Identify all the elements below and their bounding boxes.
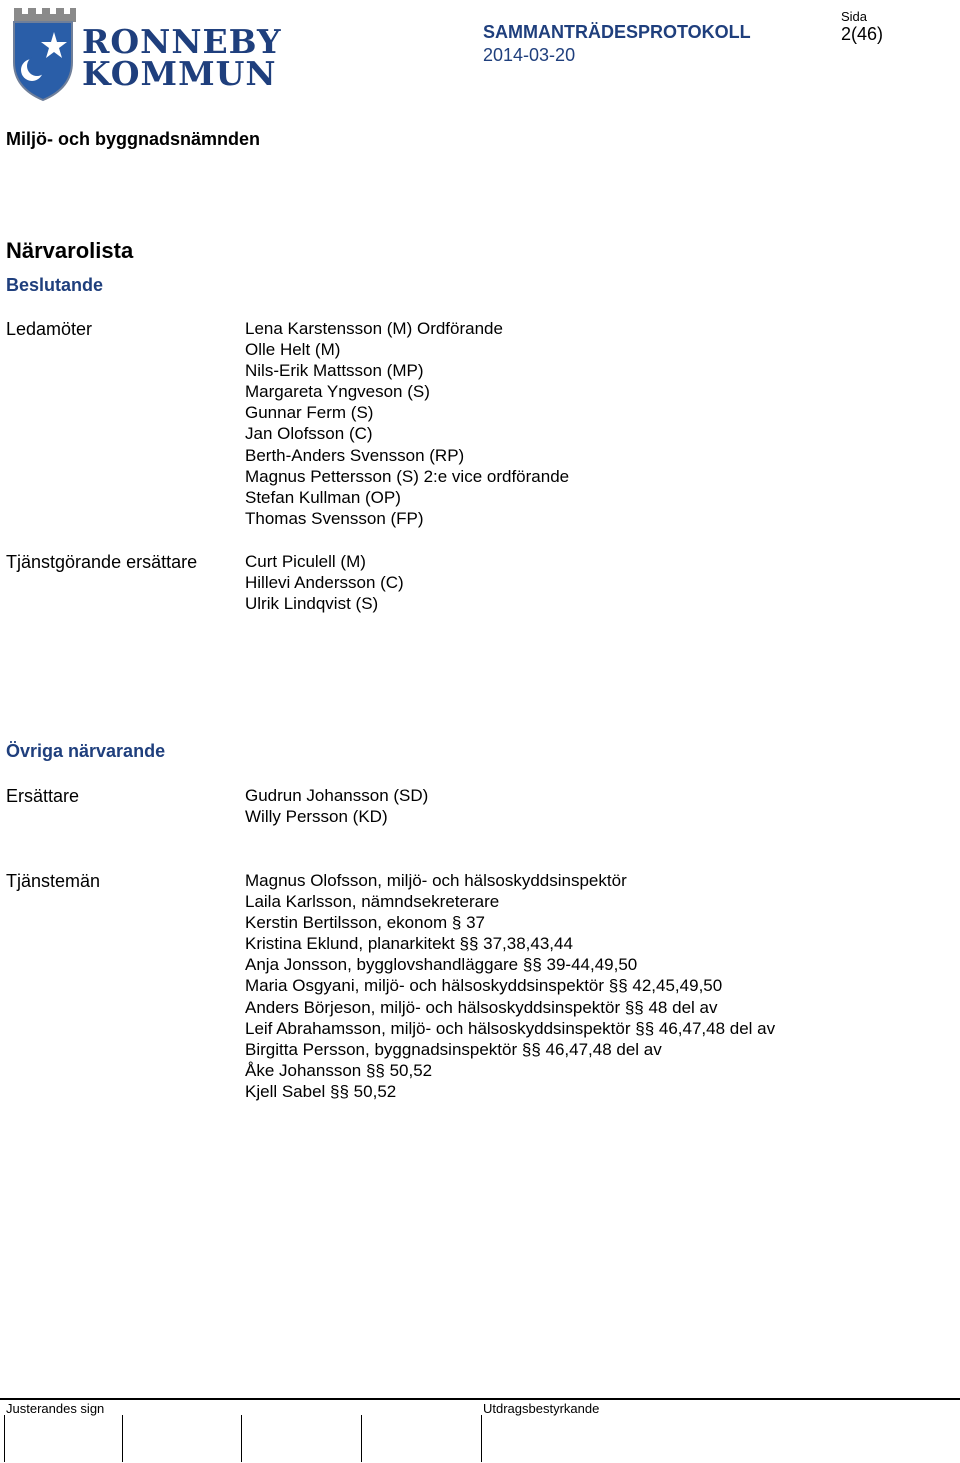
footer-divider	[0, 1398, 960, 1400]
others-present-heading: Övriga närvarande	[6, 741, 166, 761]
ronneby-kommun-logo	[10, 4, 282, 104]
members-list	[245, 318, 569, 529]
list-item: Anja Jonsson, bygglovshandläggare §§ 39-44,49,50	[245, 955, 638, 975]
signature-box-divider	[361, 1415, 362, 1462]
members-label: Ledamöter	[6, 319, 93, 339]
signature-box-divider	[122, 1415, 123, 1462]
attendance-heading: Närvarolista	[6, 238, 134, 263]
list-item: Willy Persson (KD)	[245, 807, 388, 827]
page-number: 2(46)	[841, 24, 884, 44]
list-item: Lena Karstensson (M) Ordförande	[245, 319, 503, 338]
municipality-crest-icon	[10, 4, 76, 102]
list-item: Leif Abrahamsson, miljö- och hälsoskyddsinspektör §§ 46,47,48 del av	[245, 1018, 776, 1038]
committee-name: Miljö- och byggnadsnämnden	[6, 129, 261, 149]
list-item: Magnus Olofsson, miljö- och hälsoskyddsinspektör	[245, 871, 627, 890]
list-item: Nils-Erik Mattsson (MP)	[245, 361, 424, 381]
list-item: Kjell Sabel §§ 50,52	[245, 1081, 397, 1101]
list-item: Thomas Svensson (FP)	[245, 508, 424, 528]
logo-wordmark	[82, 22, 282, 93]
officials-label: Tjänstemän	[6, 871, 101, 891]
list-item: Anders Börjeson, miljö- och hälsoskyddsinspektör §§ 48 del av	[245, 997, 718, 1017]
substitutes-label: Ersättare	[6, 786, 80, 806]
serving-substitutes-label: Tjänstgörande ersättare	[6, 552, 198, 572]
signature-box-divider	[4, 1415, 5, 1462]
list-item: Margareta Yngveson (S)	[245, 382, 430, 402]
list-item: Maria Osgyani, miljö- och hälsoskyddsinspektör §§ 42,45,49,50	[245, 976, 723, 996]
list-item: Ulrik Lindqvist (S)	[245, 594, 379, 614]
decision-makers-heading: Beslutande	[6, 275, 104, 295]
list-item: Jan Olofsson (C)	[245, 424, 373, 444]
logo-text-line1: RONNEBY	[82, 22, 282, 61]
list-item: Åke Johansson §§ 50,52	[245, 1060, 433, 1080]
substitutes-list	[245, 785, 428, 827]
officials-list	[245, 870, 775, 1102]
list-item: Kristina Eklund, planarkitekt §§ 37,38,43,44	[245, 934, 573, 954]
signature-box-divider	[481, 1415, 482, 1462]
list-item: Magnus Pettersson (S) 2:e vice ordförande	[245, 466, 570, 486]
serving-substitutes-list	[245, 551, 404, 614]
list-item: Gunnar Ferm (S)	[245, 403, 374, 423]
certification-label: Utdragsbestyrkande	[483, 1401, 600, 1416]
signature-label: Justerandes sign	[6, 1401, 105, 1416]
logo-text-line2: KOMMUN	[82, 54, 277, 93]
list-item: Laila Karlsson, nämndsekreterare	[245, 892, 500, 912]
list-item: Curt Piculell (M)	[245, 552, 366, 571]
page-label: Sida	[841, 9, 868, 24]
list-item: Berth-Anders Svensson (RP)	[245, 445, 465, 465]
list-item: Birgitta Persson, byggnadsinspektör §§ 46,47,48 del av	[245, 1039, 662, 1059]
document-type: SAMMANTRÄDESPROTOKOLL	[483, 22, 751, 42]
list-item: Gudrun Johansson (SD)	[245, 786, 429, 805]
signature-box-divider	[241, 1415, 242, 1462]
meeting-date: 2014-03-20	[483, 45, 576, 65]
list-item: Kerstin Bertilsson, ekonom § 37	[245, 913, 486, 933]
list-item: Stefan Kullman (OP)	[245, 487, 401, 507]
list-item: Olle Helt (M)	[245, 340, 341, 360]
list-item: Hillevi Andersson (C)	[245, 573, 404, 593]
